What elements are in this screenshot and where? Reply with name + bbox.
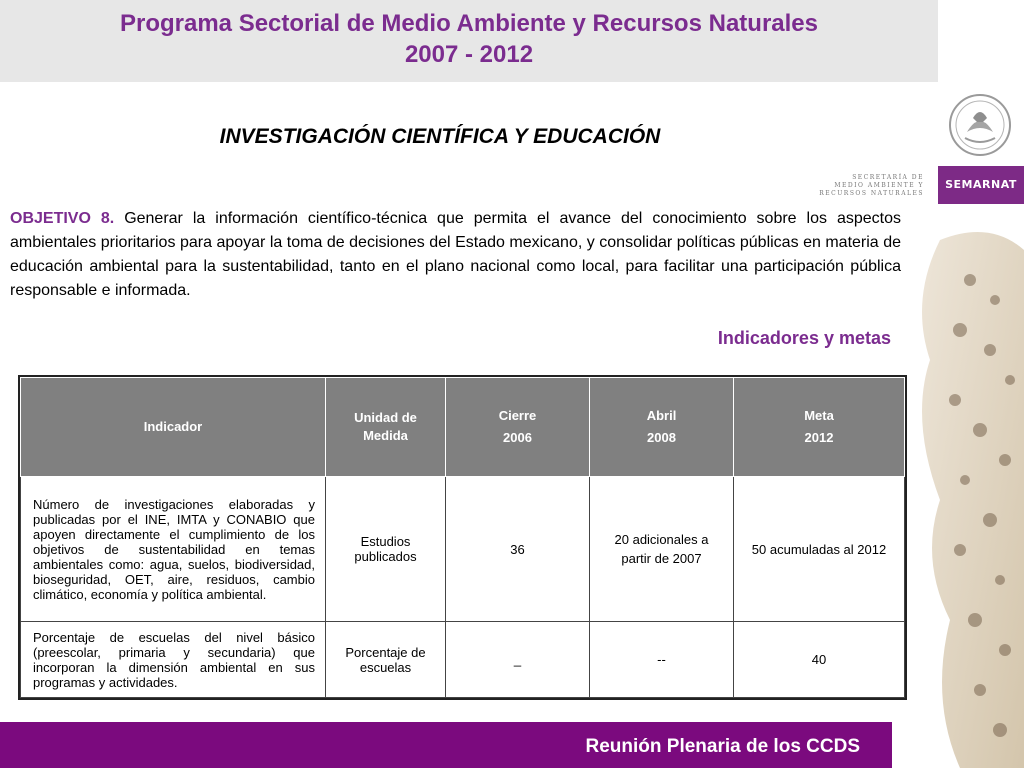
secretaria-line3: RECURSOS NATURALES (819, 190, 924, 197)
footer-text: Reunión Plenaria de los CCDS (585, 736, 860, 757)
cell-indicador: Número de investigaciones elaboradas y publicadas por el INE, IMTA y CONABIO que apoyen directamente el cumplimiento de los objetivos de sustentabilidad en temas ambientales como: agua, suelos, biodiversidad, bioseguridad, OET, aire, residuos, cambio climático, economía y política ambiental. (21, 477, 326, 622)
header-abril-label: Abril (646, 408, 677, 423)
table-row (21, 622, 905, 698)
mexico-seal-icon (947, 92, 1013, 158)
header-band (0, 0, 938, 82)
footer-band (0, 722, 892, 768)
header-meta-label: Meta (804, 408, 834, 423)
header-cierre (446, 378, 590, 477)
table-row (21, 477, 905, 622)
cell-cierre: _ (446, 622, 590, 698)
header-cierre-label: Cierre (498, 408, 537, 423)
cell-abril: 20 adicionales a partir de 2007 (590, 477, 734, 622)
jaguar-image (900, 220, 1024, 768)
section-heading: INVESTIGACIÓN CIENTÍFICA Y EDUCACIÓN (219, 125, 661, 148)
objective-label: OBJETIVO 8. (10, 210, 115, 227)
header-abril-year: 2008 (647, 430, 676, 445)
table-header-row (21, 378, 905, 477)
cell-meta: 50 acumuladas al 2012 (734, 477, 905, 622)
cell-cierre: 36 (446, 477, 590, 622)
header-meta-year: 2012 (804, 430, 834, 445)
header-cierre-year: 2006 (503, 430, 532, 445)
header-meta (734, 378, 905, 477)
page-title-line2: 2007 - 2012 (404, 41, 534, 68)
header-indicador: Indicador (21, 378, 326, 477)
objective-paragraph (10, 207, 901, 303)
page-title (0, 8, 938, 70)
indicators-label: Indicadores y metas (717, 328, 891, 348)
semarnat-logo: SEMARNAT (938, 166, 1024, 204)
cell-abril: -- (590, 622, 734, 698)
page-title-line1: Programa Sectorial de Medio Ambiente y Recursos Naturales (119, 10, 818, 37)
header-unidad: Unidad de Medida (326, 378, 446, 477)
cell-unidad: Estudios publicados (326, 477, 446, 622)
header-abril (590, 378, 734, 477)
cell-meta: 40 (734, 622, 905, 698)
objective-text: Generar la información científico-técnica que permita el avance del conocimiento sobre los aspectos ambientales prioritarios para apoyar la toma de decisiones del Estado mexicano, y consolidar políticas públicas en materia de educación ambiental para la sustentabilidad, tanto en el plano nacional como local, para facilitar una participación pública responsable e informada. (10, 210, 901, 299)
secretaria-line1: SECRETARÍA DE (852, 174, 924, 181)
cell-indicador: Porcentaje de escuelas del nivel básico (preescolar, primaria y secundaria) que incorporan la dimensión ambiental en sus programas y actividades. (21, 622, 326, 698)
indicators-table (18, 375, 907, 700)
secretaria-line2: MEDIO AMBIENTE Y (834, 182, 924, 189)
secretaria-label (800, 174, 924, 198)
cell-unidad: Porcentaje de escuelas (326, 622, 446, 698)
